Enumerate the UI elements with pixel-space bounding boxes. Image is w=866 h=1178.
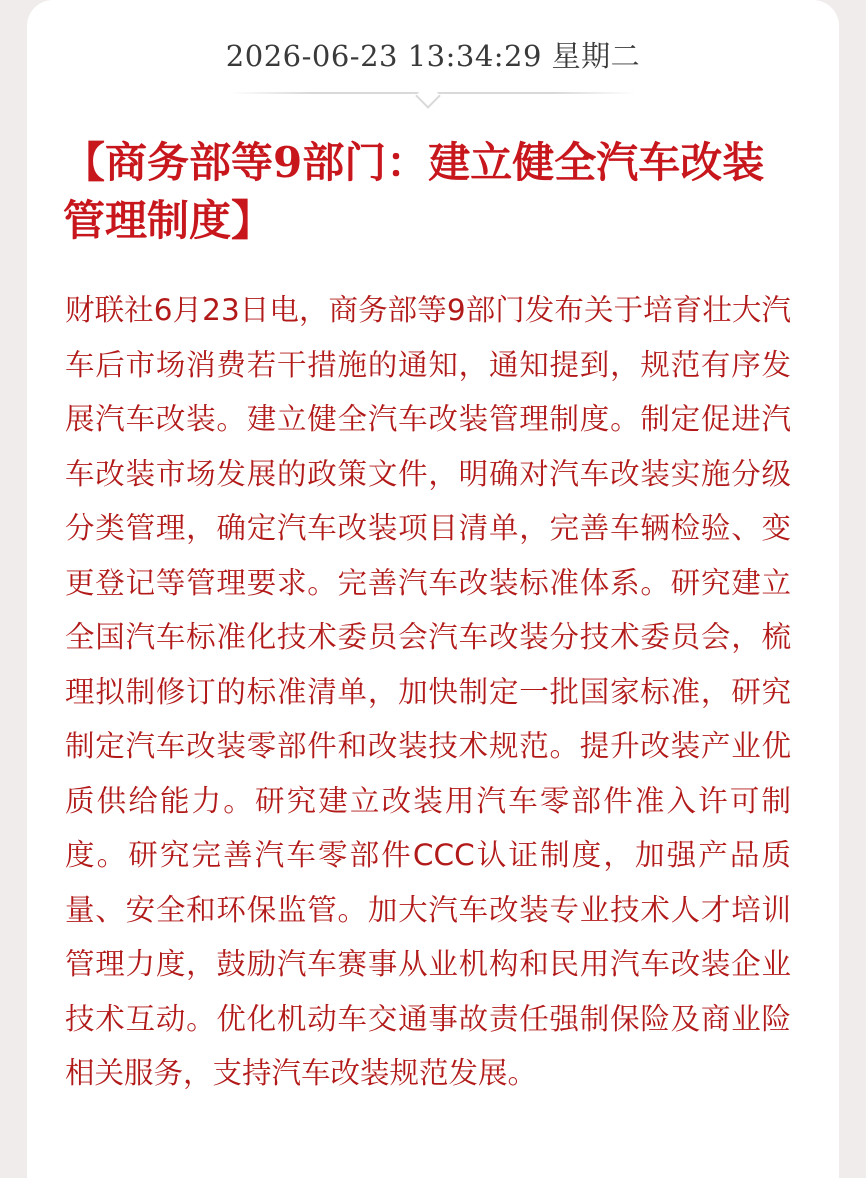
article-card (27, 0, 839, 1178)
article-body: 财联社6月23日电，商务部等9部门发布关于培育壮大汽车后市场消费若干措施的通知，通知提到，规范有序发展汽车改装。建立健全汽车改装管理制度。制定促进汽车改装市场发展的政策文件，明确对汽车改装实施分级分类管理，确定汽车改装项目清单，完善车辆检验、变更登记等管理要求。完善汽车改装标准体系。研究建立全国汽车标准化技术委员会汽车改装分技术委员会，梳理拟制修订的标准清单，加快制定一批国家标准，研究制定汽车改装零部件和改装技术规范。提升改装产业优质供给能力。研究建立改装用汽车零部件准入许可制度。研究完善汽车零部件CCC认证制度，加强产品质量、安全和环保监管。加大汽车改装专业技术人才培训管理力度，鼓励汽车赛事从业机构和民用汽车改装企业技术互动。优化机动车交通事故责任强制保险及商业险相关服务，支持汽车改装规范发展。 (65, 293, 791, 1090)
article-headline: 【商务部等9部门：建立健全汽车改装管理制度】 (63, 138, 765, 245)
publish-datetime: 2026-06-23 13:34:29 星期二 (225, 39, 641, 73)
divider-notch-icon (415, 83, 440, 108)
